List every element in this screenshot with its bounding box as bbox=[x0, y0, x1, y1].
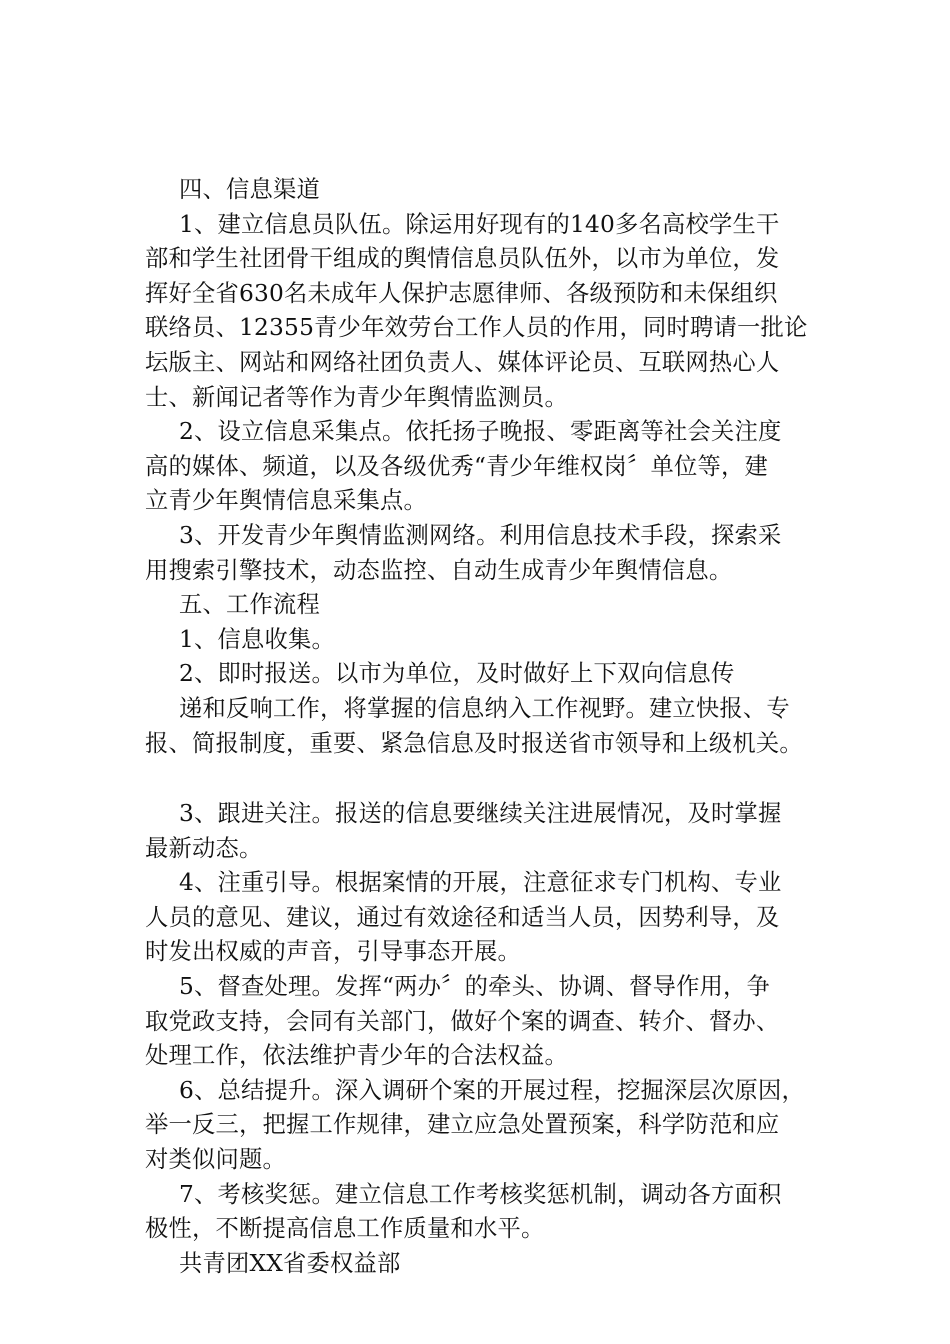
text-line: 部和学生社团骨干组成的舆情信息员队伍外，以市为单位，发 bbox=[145, 245, 780, 273]
text-line: 士、新闻记者等作为青少年舆情监测员。 bbox=[145, 383, 568, 411]
text-line: 处理工作，依法维护青少年的合法权益。 bbox=[145, 1042, 568, 1070]
text-line: 3、开发青少年舆情监测网络。利用信息技术手段，探索采 bbox=[179, 521, 782, 549]
text-line: 五、工作流程 bbox=[179, 591, 320, 619]
text-line: 用搜索引擎技术，动态监控、自动生成青少年舆情信息。 bbox=[145, 556, 733, 584]
text-line: 3、跟进关注。报送的信息要继续关注进展情况，及时掌握 bbox=[179, 800, 782, 828]
text-line: 7、考核奖惩。建立信息工作考核奖惩机制，调动各方面积 bbox=[179, 1180, 782, 1208]
text-line: 取党政支持，会同有关部门，做好个案的调查、转介、督办、 bbox=[145, 1007, 780, 1035]
text-line: 挥好全省630名未成年人保护志愿律师、各级预防和未保组织 bbox=[145, 279, 778, 307]
text-line: 1、信息收集。 bbox=[179, 625, 336, 653]
text-line: 对类似问题。 bbox=[145, 1146, 286, 1174]
text-line: 高的媒体、频道，以及各级优秀“青少年维权岗〞单位等，建 bbox=[145, 452, 769, 480]
text-line: 共青团XX省委权益部 bbox=[179, 1249, 401, 1277]
text-line: 4、注重引导。根据案情的开展，注意征求专门机构、专业 bbox=[179, 869, 782, 897]
text-line: 2、即时报送。以市为单位，及时做好上下双向信息传 bbox=[179, 660, 735, 688]
text-line: 6、总结提升。深入调研个案的开展过程，挖掘深层次原因， bbox=[179, 1076, 805, 1104]
text-line: 极性，不断提高信息工作质量和水平。 bbox=[145, 1215, 545, 1243]
text-line: 举一反三，把握工作规律，建立应急处置预案，科学防范和应 bbox=[145, 1111, 780, 1139]
text-line: 1、建立信息员队伍。除运用好现有的140多名高校学生干 bbox=[179, 210, 780, 238]
text-line: 报、简报制度，重要、紧急信息及时报送省市领导和上级机关。 bbox=[145, 729, 803, 757]
text-line: 四、信息渠道 bbox=[179, 176, 320, 203]
document-body bbox=[145, 173, 850, 1281]
blank-line bbox=[145, 761, 850, 797]
text-line: 立青少年舆情信息采集点。 bbox=[145, 487, 427, 515]
text-line: 坛版主、网站和网络社团负责人、媒体评论员、互联网热心人 bbox=[145, 348, 780, 376]
text-line: 5、督查处理。发挥“两办〞的牵头、协调、督导作用，争 bbox=[179, 973, 771, 1001]
text-line: 递和反响工作，将掌握的信息纳入工作视野。建立快报、专 bbox=[179, 694, 790, 722]
text-line: 联络员、12355青少年效劳台工作人员的作用，同时聘请一批论 bbox=[145, 314, 808, 342]
text-line: 人员的意见、建议，通过有效途径和适当人员，因势利导，及 bbox=[145, 903, 780, 931]
text-line: 时发出权威的声音，引导事态开展。 bbox=[145, 938, 521, 966]
text-line: 2、设立信息采集点。依托扬子晚报、零距离等社会关注度 bbox=[179, 418, 782, 446]
text-line: 最新动态。 bbox=[145, 834, 263, 862]
